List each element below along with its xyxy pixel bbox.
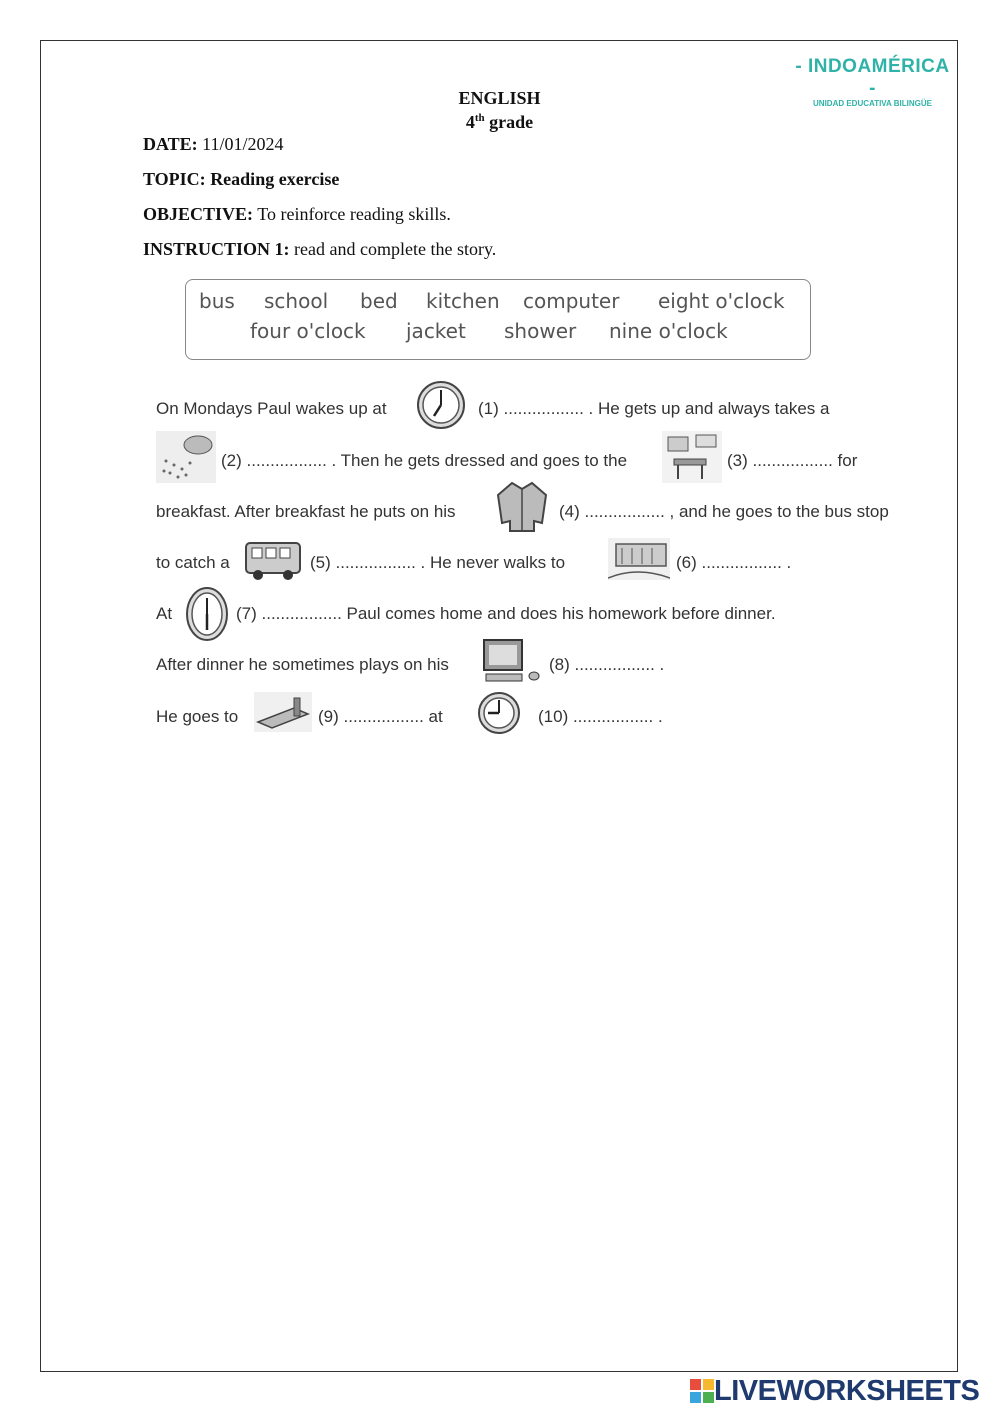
story-line-7a: He goes to [156, 707, 239, 726]
word-bank-item: school [264, 289, 329, 313]
story-line-5a: At [156, 604, 173, 623]
story-line-6a: After dinner he sometimes plays on his [156, 655, 449, 674]
bus-icon [244, 539, 304, 581]
subject-title: ENGLISH [458, 88, 541, 108]
word-bank-item: four o'clock [250, 319, 366, 343]
word-bank [185, 279, 811, 360]
story-line-4c: (6) ................. . [676, 553, 792, 572]
grade-number: 4 [465, 112, 475, 132]
instruction-label: INSTRUCTION 1: [143, 239, 290, 259]
word-bank-item: computer [523, 289, 620, 313]
clock-icon [474, 689, 524, 735]
story-line-1a: On Mondays Paul wakes up at [156, 399, 387, 418]
topic-label: TOPIC: [143, 169, 206, 189]
logo-name: - INDOAMÉRICA - [795, 56, 950, 99]
story-line-2a: (2) ................. . Then he gets dressed and goes to the [221, 451, 628, 470]
word-bank-item: eight o'clock [658, 289, 785, 313]
story-line-6b: (8) ................. . [549, 655, 665, 674]
word-bank-item: nine o'clock [609, 319, 728, 343]
instruction-value: read and complete the story. [294, 239, 497, 259]
story-line-5b: (7) ................. Paul comes home and does his homework before dinner. [236, 604, 776, 623]
objective-line [143, 204, 451, 225]
instruction-line [143, 239, 496, 260]
bed-icon [254, 692, 312, 732]
word-bank-item: jacket [406, 319, 466, 343]
story-line-1b: (1) ................. . He gets up and always takes a [478, 399, 830, 418]
word-bank-item: bed [360, 289, 398, 313]
clock-icon [416, 380, 466, 430]
story-line-3a: breakfast. After breakfast he puts on his [156, 502, 456, 521]
story-line-7b: (9) ................. at [318, 707, 443, 726]
topic-line [143, 169, 339, 190]
shower-icon [156, 431, 216, 483]
grade-suffix: th [474, 112, 485, 124]
kitchen-icon [662, 431, 722, 483]
story-line-3b: (4) ................. , and he goes to the bus stop [559, 502, 889, 521]
brand-name: LIVEWORKSHEETS [714, 1374, 980, 1407]
objective-value: To reinforce reading skills. [257, 204, 451, 224]
clock-icon [184, 586, 230, 642]
grade-word: grade [489, 112, 534, 132]
objective-label: OBJECTIVE: [143, 204, 254, 224]
liveworksheets-logo-icon [690, 1379, 714, 1403]
story-line-4b: (5) ................. . He never walks to [310, 553, 566, 572]
story-line-7c: (10) ................. . [538, 707, 663, 726]
logo-subtitle: UNIDAD EDUCATIVA BILINGÜE [813, 99, 932, 108]
story-line-2b: (3) ................. for [727, 451, 858, 470]
grade-title [0, 112, 999, 133]
date-line [143, 134, 284, 155]
word-bank-item: bus [199, 289, 235, 313]
word-bank-item: shower [504, 319, 577, 343]
jacket-icon [494, 479, 550, 533]
word-bank-item: kitchen [426, 289, 500, 313]
date-label: DATE: [143, 134, 198, 154]
topic-value: Reading exercise [210, 169, 340, 189]
school-icon [608, 538, 670, 580]
liveworksheets-brand [690, 1374, 979, 1408]
computer-icon [482, 638, 542, 684]
date-value: 11/01/2024 [202, 134, 284, 154]
story-line-4a: to catch a [156, 553, 230, 572]
